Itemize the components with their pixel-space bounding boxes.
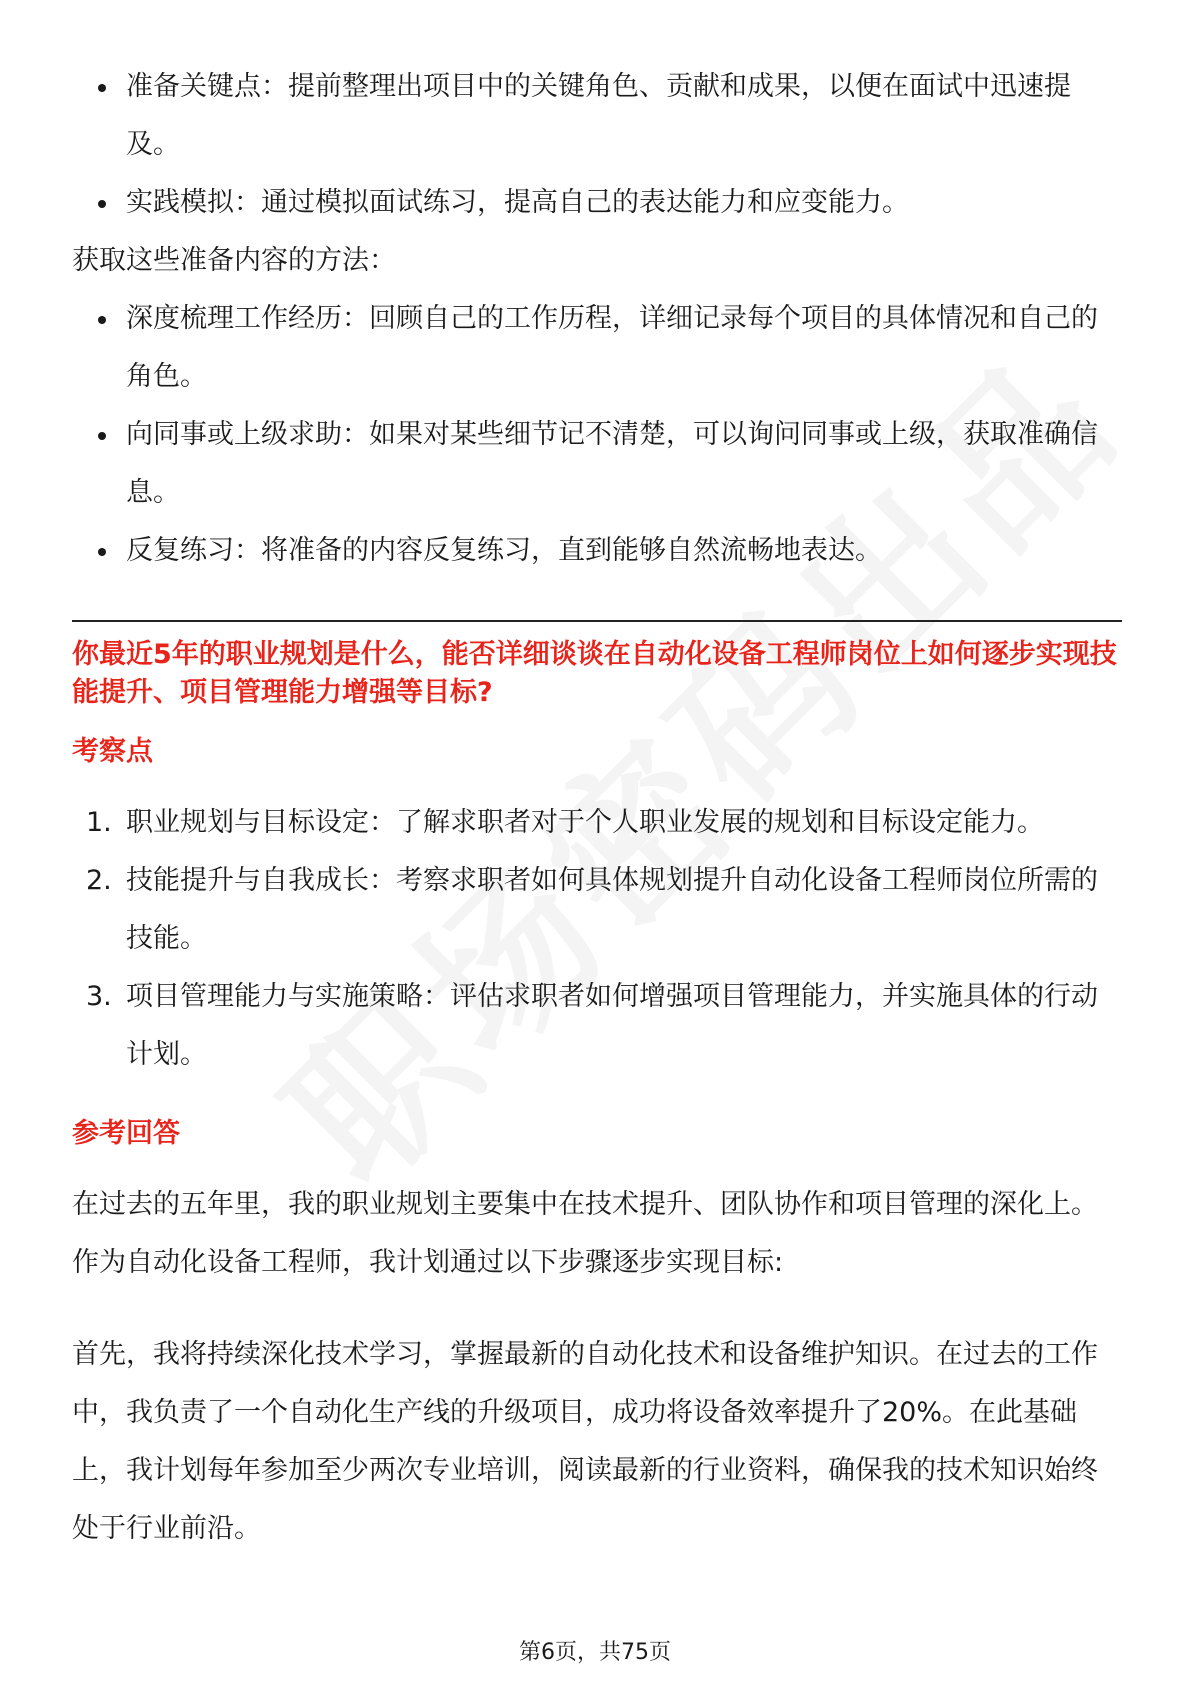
list-item: 反复练习：将准备的内容反复练习，直到能够自然流畅地表达。 [72,522,1122,580]
item-text: 职业规划与目标设定：了解求职者对于个人职业发展的规划和目标设定能力。 [126,807,1044,838]
list-item [72,852,1122,968]
item-number: 3. [86,981,112,1012]
list-item: 准备关键点：提前整理出项目中的关键角色、贡献和成果，以便在面试中迅速提及。 [72,58,1122,174]
page-footer: 第6页，共75页 [519,1640,671,1665]
assessment-list [72,794,1122,1084]
answer-paragraph: 在过去的五年里，我的职业规划主要集中在技术提升、团队协作和项目管理的深化上。作为自动化设备工程师，我计划通过以下步骤逐步实现目标: [72,1189,1098,1278]
list-item [72,968,1122,1084]
item-number: 1. [86,807,112,838]
list-item: 实践模拟：通过模拟面试练习，提高自己的表达能力和应变能力。 [72,174,1122,232]
section-divider [72,620,1122,622]
page-content [72,58,1122,1558]
list-item: 向同事或上级求助：如果对某些细节记不清楚，可以询问同事或上级，获取准确信息。 [72,406,1122,522]
methods-intro: 获取这些准备内容的方法： [72,245,396,276]
question-heading: 你最近5年的职业规划是什么，能否详细谈谈在自动化设备工程师岗位上如何逐步实现技能提升、项目管理能力增强等目标? [72,639,1117,708]
top-bullet-list [72,58,1122,232]
list-item: 深度梳理工作经历：回顾自己的工作历程，详细记录每个项目的具体情况和自己的角色。 [72,290,1122,406]
item-number: 2. [86,865,112,896]
item-text: 技能提升与自我成长：考察求职者如何具体规划提升自动化设备工程师岗位所需的技能。 [126,865,1098,954]
assessment-heading: 考察点 [72,736,153,767]
answer-heading: 参考回答 [72,1118,180,1149]
item-text: 项目管理能力与实施策略：评估求职者如何增强项目管理能力，并实施具体的行动计划。 [126,981,1098,1070]
list-item [72,794,1122,852]
answer-paragraph: 首先，我将持续深化技术学习，掌握最新的自动化技术和设备维护知识。在过去的工作中，我负责了一个自动化生产线的升级项目，成功将设备效率提升了20%。在此基础上，我计划每年参加至少两次专业培训，阅读最新的行业资料，确保我的技术知识始终处于行业前沿。 [72,1339,1098,1544]
method-bullet-list [72,290,1122,580]
